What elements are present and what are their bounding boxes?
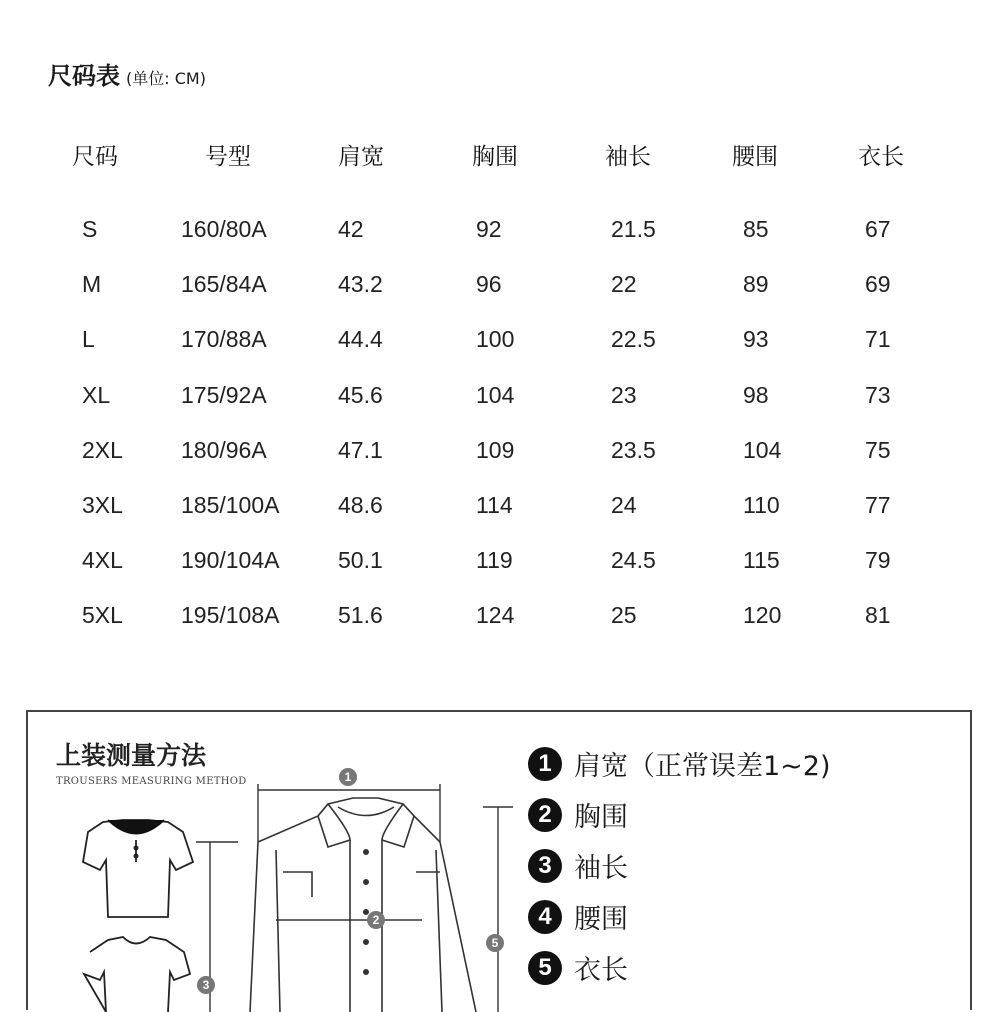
table-cell: 124	[476, 602, 515, 629]
table-cell: 85	[743, 216, 769, 242]
table-cell: 24.5	[611, 547, 656, 574]
table-cell: 42	[338, 216, 364, 242]
table-cell: 98	[743, 381, 769, 408]
method-subtitle: TROUSERS MEASURING METHOD	[56, 776, 247, 787]
table-cell: 115	[743, 547, 780, 574]
table-cell: 180/96A	[181, 436, 267, 463]
legend-item	[528, 840, 831, 891]
header-waist: 腰围	[732, 144, 778, 170]
table-cell: S	[82, 216, 98, 242]
table-cell: 79	[865, 547, 891, 574]
number-circle-icon: 5	[528, 951, 562, 985]
table-cell: 93	[743, 326, 769, 353]
legend-item	[528, 891, 831, 942]
table-cell: 24	[611, 492, 637, 518]
header-size: 尺码	[72, 144, 118, 170]
table-cell: M	[82, 271, 102, 298]
number-circle-icon: 3	[528, 849, 562, 883]
table-cell: L	[82, 326, 95, 353]
header-body-type: 号型	[205, 144, 251, 170]
table-cell: 23	[611, 381, 637, 408]
table-cell: 75	[865, 436, 891, 463]
table-cell: 45.6	[338, 381, 383, 408]
table-cell: 50.1	[338, 547, 383, 574]
table-cell: 120	[743, 602, 782, 629]
table-cell: 190/104A	[181, 547, 280, 574]
size-chart-title: 尺码表	[48, 62, 120, 90]
table-cell: 77	[865, 492, 891, 518]
measure-marker-icon: 3	[197, 976, 215, 994]
number-circle-icon: 1	[528, 747, 562, 781]
legend-label: 袖长	[574, 853, 628, 884]
measuring-method-panel	[26, 710, 972, 1010]
table-cell: 73	[865, 381, 891, 408]
header-shoulder: 肩宽	[338, 144, 384, 170]
table-cell: 2XL	[82, 436, 123, 463]
table-cell: 3XL	[82, 492, 123, 518]
legend-item	[528, 789, 831, 840]
table-cell: 100	[476, 326, 515, 353]
table-cell: 5XL	[82, 602, 123, 629]
table-cell: 104	[476, 381, 515, 408]
table-cell: 48.6	[338, 492, 383, 518]
table-cell: 89	[743, 271, 769, 298]
table-cell: 175/92A	[181, 381, 267, 408]
table-cell: 165/84A	[181, 271, 267, 298]
table-cell: 109	[476, 436, 515, 463]
table-cell: 104	[743, 436, 782, 463]
table-cell: 47.1	[338, 436, 383, 463]
header-length: 衣长	[858, 144, 904, 170]
table-cell: 22	[611, 271, 637, 298]
shirt-outline	[250, 798, 476, 1012]
number-circle-icon: 2	[528, 798, 562, 832]
table-cell: 69	[865, 271, 891, 298]
table-cell: 67	[865, 216, 891, 242]
table-cell: 110	[743, 492, 780, 518]
number-circle-icon: 4	[528, 900, 562, 934]
legend-label: 肩宽（正常误差1~2)	[574, 751, 831, 782]
table-cell: 185/100A	[181, 492, 280, 518]
table-cell: 4XL	[82, 547, 123, 574]
legend-label: 衣长	[574, 955, 628, 986]
header-chest: 胸围	[472, 144, 518, 170]
measure-marker-icon: 1	[339, 768, 357, 786]
measurement-legend	[528, 738, 831, 993]
measure-marker-icon: 2	[367, 911, 385, 929]
legend-item	[528, 942, 831, 993]
table-cell: 44.4	[338, 326, 383, 353]
table-cell: 51.6	[338, 602, 383, 629]
measure-marker-icon: 5	[486, 934, 504, 952]
table-cell: 195/108A	[181, 602, 280, 629]
shirt-measuring-illustration	[28, 712, 974, 1012]
table-cell: 21.5	[611, 216, 656, 242]
table-cell: 25	[611, 602, 637, 629]
tshirt-icon	[84, 937, 190, 1012]
legend-label: 胸围	[574, 802, 628, 833]
table-cell: 96	[476, 271, 502, 298]
table-cell: 170/88A	[181, 326, 267, 353]
table-cell: 43.2	[338, 271, 383, 298]
unit-label: (单位: CM)	[126, 69, 206, 88]
table-cell: 71	[865, 326, 891, 353]
table-cell: 114	[476, 492, 513, 518]
method-title: 上装测量方法	[56, 741, 207, 770]
table-cell: 160/80A	[181, 216, 267, 242]
table-cell: XL	[82, 381, 111, 408]
table-cell: 23.5	[611, 436, 656, 463]
measure-lines	[196, 784, 513, 1012]
table-cell: 22.5	[611, 326, 656, 353]
legend-label: 腰围	[574, 904, 628, 935]
table-cell: 92	[476, 216, 502, 242]
header-sleeve: 袖长	[605, 144, 651, 170]
table-cell: 119	[476, 547, 513, 574]
legend-item	[528, 738, 831, 789]
table-cell: 81	[865, 602, 891, 629]
polo-shirt-icon	[83, 820, 193, 917]
